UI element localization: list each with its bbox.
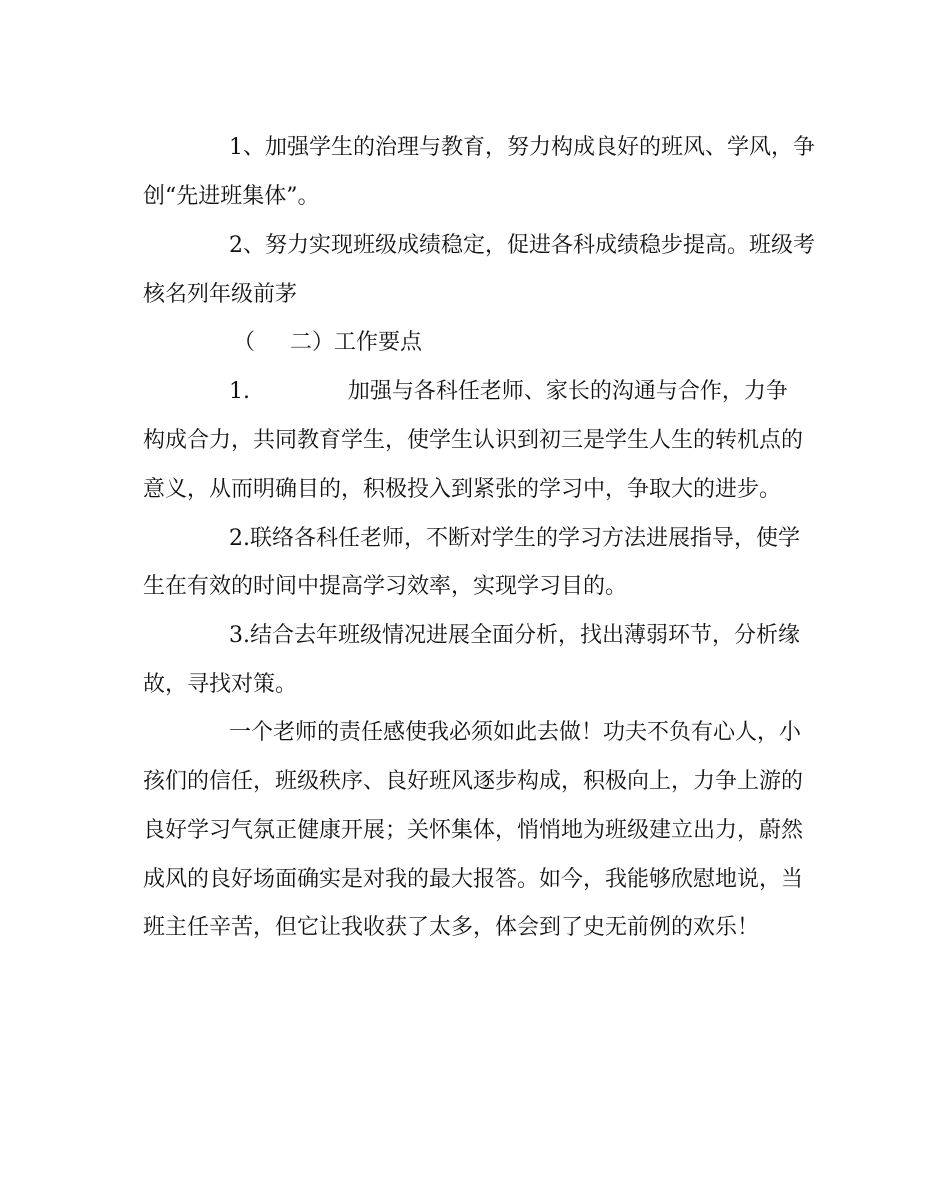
text-line: 核名列年级前茅	[143, 282, 298, 307]
text-line: 3.结合去年班级情况进展全面分析，找出薄弱环节，分析缘	[229, 623, 800, 648]
text-line: 良好学习气氛正健康开展；关怀集体，悄悄地为班级建立出力，蔚然	[143, 818, 804, 843]
text-line: 1. 加强与各科任老师、家长的沟通与合作，力争	[229, 379, 788, 404]
text-line: 意义，从而明确目的，积极投入到紧张的学习中，争取大的进步。	[143, 477, 782, 502]
text-line: 2、努力实现班级成绩稳定，促进各科成绩稳步提高。班级考	[229, 233, 815, 258]
text-line: 生在有效的时间中提高学习效率，实现学习目的。	[143, 574, 628, 599]
text-line: 班主任辛苦，但它让我收获了太多，体会到了史无前例的欢乐！	[143, 915, 760, 940]
text-line: 1、加强学生的治理与教育，努力构成良好的班风、学风，争	[229, 135, 815, 160]
text-line: 故，寻找对策。	[143, 672, 298, 697]
text-line: 2.联络各科任老师，不断对学生的学习方法进展指导，使学	[229, 526, 800, 551]
text-line: 孩们的信任，班级秩序、良好班风逐步构成，积极向上，力争上游的	[143, 769, 804, 794]
text-line: （ 二）工作要点	[233, 330, 422, 355]
text-line: 一个老师的责任感使我必须如此去做！功夫不负有心人，小	[229, 720, 802, 745]
text-line: 创“先进班集体”。	[143, 184, 320, 209]
text-line: 构成合力，共同教育学生，使学生认识到初三是学生人生的转机点的	[143, 428, 804, 453]
text-line: 成风的良好场面确实是对我的最大报答。如今，我能够欣慰地说，当	[143, 867, 804, 892]
